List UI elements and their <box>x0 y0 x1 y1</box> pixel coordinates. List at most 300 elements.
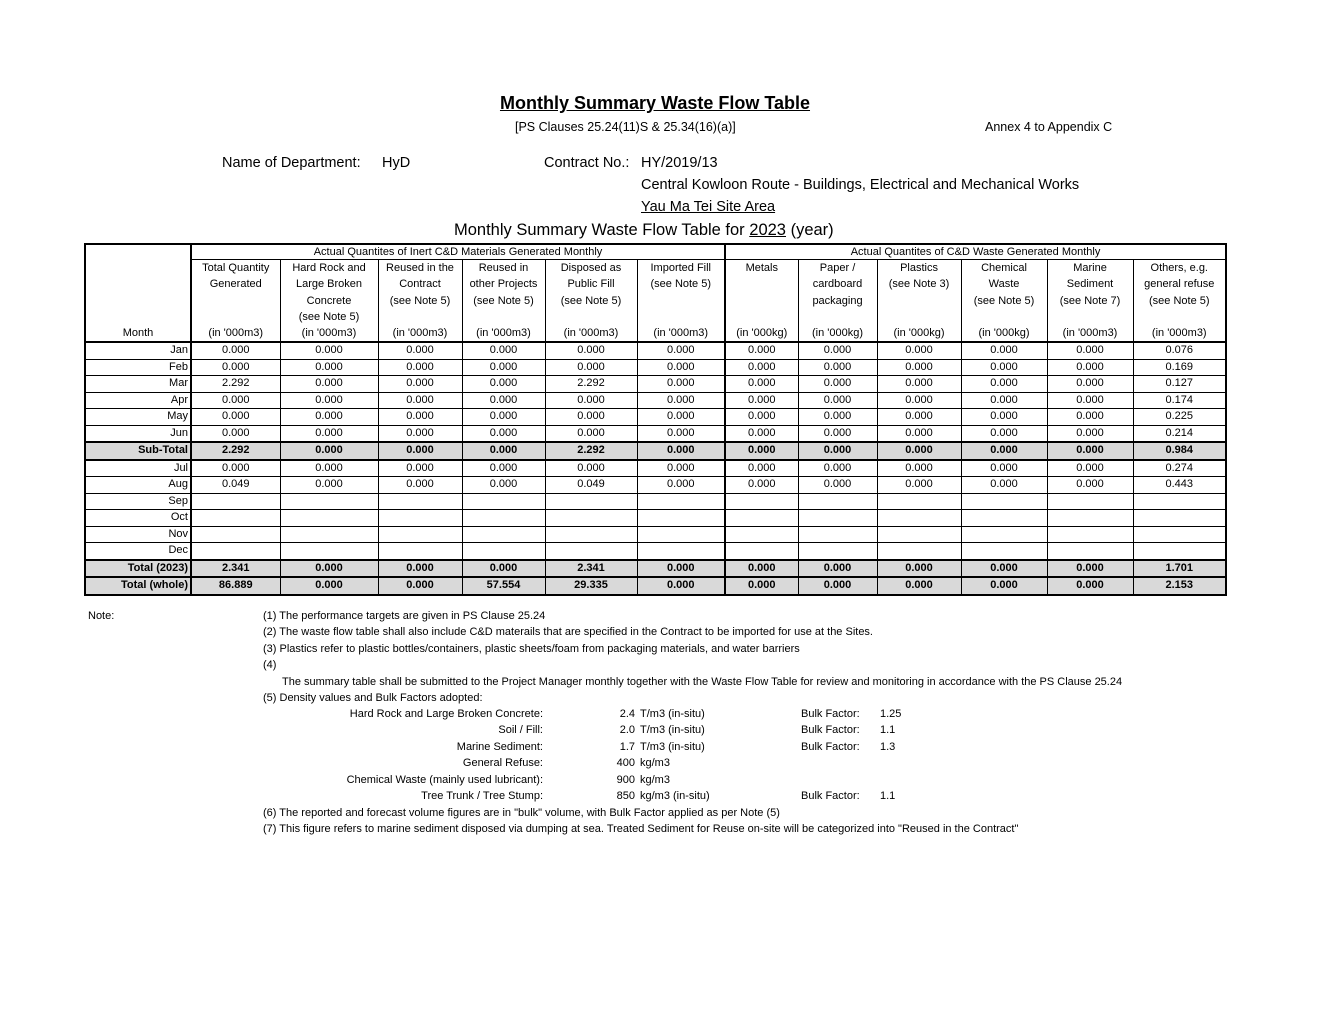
value-cell <box>545 493 637 510</box>
density-value: 900 <box>616 773 635 786</box>
value-cell: 0.000 <box>545 425 637 442</box>
value-cell <box>637 493 725 510</box>
value-cell: 0.000 <box>725 577 798 595</box>
value-cell: 2.292 <box>191 376 280 393</box>
value-cell: 0.000 <box>462 477 545 494</box>
value-cell: 0.000 <box>798 442 877 460</box>
value-cell: 0.000 <box>637 560 725 578</box>
value-cell: 0.000 <box>637 376 725 393</box>
value-cell: 0.000 <box>1047 376 1133 393</box>
column-header-line: Others, e.g. <box>1150 262 1208 274</box>
column-unit: (in '000m3) <box>545 326 637 342</box>
value-cell: 0.000 <box>725 477 798 494</box>
value-cell: 0.000 <box>378 359 462 376</box>
value-cell: 0.000 <box>961 409 1047 426</box>
note-4: (4) <box>263 659 277 671</box>
value-cell: 86.889 <box>191 577 280 595</box>
value-cell <box>378 510 462 527</box>
density-label: Hard Rock and Large Broken Concrete: <box>349 708 543 720</box>
value-cell: 0.000 <box>798 376 877 393</box>
density-label: Chemical Waste (mainly used lubricant): <box>346 773 543 786</box>
column-header-line: Plastics <box>900 262 938 274</box>
column-unit: (in '000m3) <box>191 326 280 342</box>
value-cell: 0.000 <box>961 577 1047 595</box>
value-cell: 0.127 <box>1133 376 1226 393</box>
note-3: (3) Plastics refer to plastic bottles/containers, plastic sheets/foam from packaging materials, and water barriers <box>263 643 800 655</box>
value-cell: 0.000 <box>462 460 545 477</box>
table-row <box>85 460 1226 477</box>
value-cell <box>877 543 961 560</box>
group-header-inert: Actual Quantites of Inert C&D Materials Generated Monthly <box>191 244 725 260</box>
value-cell <box>961 510 1047 527</box>
value-cell <box>1047 526 1133 543</box>
value-cell: 0.000 <box>961 392 1047 409</box>
value-cell: 0.000 <box>378 425 462 442</box>
value-cell <box>191 493 280 510</box>
column-header-line: cardboard <box>812 278 863 291</box>
value-cell: 0.000 <box>798 409 877 426</box>
column-header-line: (see Note 5) <box>298 311 360 324</box>
value-cell: 0.000 <box>280 392 378 409</box>
value-cell: 0.000 <box>1047 577 1133 595</box>
value-cell: 0.000 <box>280 359 378 376</box>
value-cell: 0.000 <box>280 376 378 393</box>
column-header-line: Chemical <box>981 262 1027 274</box>
value-cell: 0.000 <box>191 425 280 442</box>
value-cell: 0.000 <box>462 359 545 376</box>
value-cell: 0.000 <box>637 359 725 376</box>
column-header <box>462 260 545 327</box>
value-cell: 0.000 <box>545 342 637 359</box>
density-unit: kg/m3 <box>640 773 670 786</box>
value-cell <box>877 493 961 510</box>
value-cell <box>462 526 545 543</box>
value-cell: 0.000 <box>961 342 1047 359</box>
value-cell <box>1047 543 1133 560</box>
density-unit: T/m3 (in-situ) <box>640 708 705 720</box>
value-cell: 0.225 <box>1133 409 1226 426</box>
note-4-text: The summary table shall be submitted to the Project Manager monthly together with the Waste Flow Table for review and monitoring in accordance with the PS Clause 25.24 <box>282 676 1123 688</box>
value-cell <box>1133 526 1226 543</box>
value-cell: 0.000 <box>280 342 378 359</box>
table-title-prefix: Monthly Summary Waste Flow Table for <box>454 221 745 239</box>
value-cell <box>877 526 961 543</box>
value-cell: 0.000 <box>191 392 280 409</box>
column-header-line: (see Note 7) <box>1059 294 1121 307</box>
month-cell: Oct <box>85 510 191 527</box>
contract-label: Contract No.: <box>544 155 630 171</box>
note-6: (6) The reported and forecast volume figures are in "bulk" volume, with Bulk Factor applied as per Note (5) <box>263 807 780 819</box>
bulk-factor-value: 1.25 <box>880 708 902 720</box>
density-value: 2.0 <box>619 724 635 737</box>
density-value: 2.4 <box>619 708 635 720</box>
value-cell <box>191 526 280 543</box>
column-header-line: Reused in the <box>386 262 454 274</box>
document-title: Monthly Summary Waste Flow Table <box>499 93 811 113</box>
value-cell: 0.000 <box>877 392 961 409</box>
bulk-factor-label: Bulk Factor: <box>801 708 860 720</box>
month-cell: Mar <box>85 376 191 393</box>
note-5: (5) Density values and Bulk Factors adopted: <box>263 692 483 704</box>
value-cell <box>961 543 1047 560</box>
column-header-line: general refuse <box>1144 278 1215 291</box>
value-cell: 0.000 <box>725 359 798 376</box>
column-header-line: Marine <box>1073 262 1107 274</box>
value-cell: 0.000 <box>798 577 877 595</box>
value-cell: 0.174 <box>1133 392 1226 409</box>
density-unit: kg/m3 <box>640 757 670 770</box>
column-unit: (in '000m3) <box>462 326 545 342</box>
value-cell: 0.000 <box>1047 425 1133 442</box>
value-cell: 0.000 <box>1047 342 1133 359</box>
value-cell: 0.000 <box>798 392 877 409</box>
value-cell <box>462 493 545 510</box>
column-header-line: Disposed as <box>560 262 622 274</box>
value-cell: 0.000 <box>798 342 877 359</box>
value-cell: 0.000 <box>462 376 545 393</box>
month-cell: Sub-Total <box>85 442 191 460</box>
column-header-line: Generated <box>209 278 262 291</box>
bulk-factor-value: 1.1 <box>880 790 896 802</box>
value-cell <box>725 493 798 510</box>
value-cell: 0.049 <box>545 477 637 494</box>
column-header <box>961 260 1047 327</box>
value-cell: 0.000 <box>798 477 877 494</box>
value-cell: 0.000 <box>637 442 725 460</box>
column-header-line: (see Note 5) <box>650 278 712 291</box>
value-cell: 0.000 <box>877 376 961 393</box>
value-cell: 57.554 <box>462 577 545 595</box>
value-cell <box>280 493 378 510</box>
value-cell: 0.000 <box>280 425 378 442</box>
month-cell: Sep <box>85 493 191 510</box>
value-cell: 0.000 <box>191 409 280 426</box>
value-cell: 0.000 <box>280 409 378 426</box>
column-header-line: (see Note 5) <box>973 294 1035 307</box>
month-cell: Apr <box>85 392 191 409</box>
value-cell <box>1133 543 1226 560</box>
value-cell: 2.153 <box>1133 577 1226 595</box>
table-row <box>85 560 1226 578</box>
value-cell: 0.000 <box>280 460 378 477</box>
bulk-factor-label: Bulk Factor: <box>801 724 860 737</box>
value-cell: 0.000 <box>462 442 545 460</box>
value-cell: 0.000 <box>725 442 798 460</box>
density-label: Marine Sediment: <box>456 740 543 753</box>
value-cell: 0.000 <box>877 560 961 578</box>
value-cell: 0.000 <box>961 460 1047 477</box>
column-header-line: Contract <box>399 278 441 291</box>
column-header-line: Total Quantity <box>202 262 270 274</box>
value-cell: 0.000 <box>378 460 462 477</box>
value-cell <box>725 526 798 543</box>
value-cell: 0.214 <box>1133 425 1226 442</box>
column-unit: (in '000kg) <box>961 326 1047 342</box>
column-header-line: Sediment <box>1066 278 1114 291</box>
value-cell <box>545 510 637 527</box>
month-cell: May <box>85 409 191 426</box>
value-cell: 0.000 <box>462 425 545 442</box>
value-cell: 0.000 <box>378 376 462 393</box>
month-header: Month <box>85 326 191 342</box>
value-cell: 2.292 <box>545 376 637 393</box>
contract-title: Central Kowloon Route - Buildings, Electrical and Mechanical Works <box>641 177 1080 193</box>
value-cell: 0.000 <box>1047 560 1133 578</box>
value-cell: 0.169 <box>1133 359 1226 376</box>
value-cell <box>378 526 462 543</box>
value-cell: 0.000 <box>961 477 1047 494</box>
table-row <box>85 526 1226 543</box>
column-header <box>1133 260 1226 327</box>
table-row <box>85 543 1226 560</box>
value-cell: 0.000 <box>877 460 961 477</box>
group-header-waste: Actual Quantites of C&D Waste Generated Monthly <box>725 244 1226 260</box>
value-cell <box>1133 510 1226 527</box>
value-cell: 0.000 <box>725 392 798 409</box>
value-cell: 0.000 <box>637 342 725 359</box>
value-cell: 0.000 <box>877 342 961 359</box>
density-value: 850 <box>616 790 635 802</box>
value-cell: 0.000 <box>1047 409 1133 426</box>
column-unit: (in '000kg) <box>877 326 961 342</box>
value-cell: 0.000 <box>877 359 961 376</box>
value-cell: 0.000 <box>961 560 1047 578</box>
value-cell: 0.984 <box>1133 442 1226 460</box>
column-header-line: Concrete <box>306 294 352 307</box>
value-cell <box>191 543 280 560</box>
column-header <box>545 260 637 327</box>
bulk-factor-label: Bulk Factor: <box>801 790 860 802</box>
value-cell: 0.000 <box>725 560 798 578</box>
density-unit: T/m3 (in-situ) <box>640 724 705 737</box>
value-cell: 2.292 <box>545 442 637 460</box>
table-row <box>85 577 1226 595</box>
month-header-blank <box>85 260 191 327</box>
column-unit: (in '000kg) <box>725 326 798 342</box>
column-header <box>191 260 280 327</box>
table-row <box>85 510 1226 527</box>
table-row <box>85 392 1226 409</box>
value-cell: 0.000 <box>191 359 280 376</box>
table-row <box>85 477 1226 494</box>
value-cell: 0.000 <box>877 442 961 460</box>
column-header-line: Reused in <box>478 262 529 274</box>
value-cell: 0.000 <box>545 392 637 409</box>
value-cell: 0.000 <box>877 409 961 426</box>
value-cell <box>280 510 378 527</box>
month-cell: Total (whole) <box>85 577 191 595</box>
column-header-line: Waste <box>988 278 1020 291</box>
value-cell: 1.701 <box>1133 560 1226 578</box>
value-cell: 0.000 <box>637 425 725 442</box>
value-cell: 0.000 <box>378 577 462 595</box>
value-cell <box>1047 493 1133 510</box>
value-cell <box>462 510 545 527</box>
bulk-factor-value: 1.3 <box>880 740 896 753</box>
column-header-line: Hard Rock and <box>292 262 366 274</box>
column-header <box>378 260 462 327</box>
value-cell: 0.000 <box>637 577 725 595</box>
value-cell: 2.341 <box>191 560 280 578</box>
value-cell: 0.000 <box>191 460 280 477</box>
value-cell: 0.000 <box>637 392 725 409</box>
column-header <box>280 260 378 327</box>
value-cell: 0.000 <box>545 409 637 426</box>
column-header <box>798 260 877 327</box>
column-header <box>725 260 798 327</box>
value-cell: 29.335 <box>545 577 637 595</box>
column-header-line: Large Broken <box>295 278 363 291</box>
column-unit: (in '000m3) <box>637 326 725 342</box>
column-header <box>637 260 725 327</box>
table-row <box>85 409 1226 426</box>
value-cell: 0.000 <box>280 577 378 595</box>
column-header-line: packaging <box>812 294 863 307</box>
column-unit: (in '000m3) <box>1133 326 1226 342</box>
value-cell <box>877 510 961 527</box>
column-header <box>877 260 961 327</box>
value-cell <box>545 526 637 543</box>
column-header-line: Paper / <box>819 262 856 274</box>
value-cell <box>378 543 462 560</box>
value-cell: 0.000 <box>725 460 798 477</box>
table-row <box>85 493 1226 510</box>
column-unit: (in '000m3) <box>1047 326 1133 342</box>
value-cell: 0.000 <box>798 425 877 442</box>
value-cell: 0.000 <box>462 392 545 409</box>
month-cell: Jun <box>85 425 191 442</box>
column-header-line: (see Note 5) <box>473 294 534 307</box>
value-cell <box>725 510 798 527</box>
table-row <box>85 442 1226 460</box>
column-header-line: Imported Fill <box>650 262 712 274</box>
value-cell: 0.000 <box>637 460 725 477</box>
month-cell: Aug <box>85 477 191 494</box>
value-cell: 0.000 <box>191 342 280 359</box>
value-cell <box>798 543 877 560</box>
column-unit: (in '000m3) <box>280 326 378 342</box>
value-cell <box>378 493 462 510</box>
value-cell: 0.000 <box>378 392 462 409</box>
value-cell: 0.000 <box>462 560 545 578</box>
value-cell: 0.000 <box>462 342 545 359</box>
value-cell: 0.000 <box>961 376 1047 393</box>
value-cell: 0.000 <box>725 376 798 393</box>
value-cell: 0.000 <box>877 425 961 442</box>
value-cell: 0.000 <box>378 409 462 426</box>
month-cell: Feb <box>85 359 191 376</box>
value-cell <box>462 543 545 560</box>
bulk-factor-label: Bulk Factor: <box>801 740 860 753</box>
value-cell: 0.000 <box>378 477 462 494</box>
column-header-line: (see Note 5) <box>389 294 451 307</box>
ps-clauses: [PS Clauses 25.24(11)S & 25.34(16)(a)] <box>515 120 736 134</box>
table-year: 2023 <box>749 221 786 239</box>
value-cell <box>961 526 1047 543</box>
note-1: (1) The performance targets are given in PS Clause 25.24 <box>263 610 546 622</box>
value-cell: 0.000 <box>1047 359 1133 376</box>
value-cell: 0.000 <box>280 560 378 578</box>
density-unit: T/m3 (in-situ) <box>640 740 705 753</box>
value-cell: 0.000 <box>378 442 462 460</box>
value-cell: 0.000 <box>961 442 1047 460</box>
month-cell: Total (2023) <box>85 560 191 578</box>
value-cell <box>637 543 725 560</box>
department-value: HyD <box>382 155 411 171</box>
value-cell: 2.341 <box>545 560 637 578</box>
month-cell: Dec <box>85 543 191 560</box>
value-cell: 0.000 <box>637 477 725 494</box>
contract-number: HY/2019/13 <box>641 155 718 171</box>
value-cell <box>798 526 877 543</box>
density-label: Tree Trunk / Tree Stump: <box>421 790 543 802</box>
value-cell: 0.000 <box>545 460 637 477</box>
value-cell <box>798 510 877 527</box>
value-cell: 0.000 <box>1047 477 1133 494</box>
annex-reference: Annex 4 to Appendix C <box>985 120 1113 134</box>
value-cell <box>798 493 877 510</box>
table-row <box>85 376 1226 393</box>
value-cell: 0.000 <box>1047 460 1133 477</box>
site-area: Yau Ma Tei Site Area <box>641 199 776 215</box>
month-header-blank <box>85 244 191 260</box>
value-cell: 0.076 <box>1133 342 1226 359</box>
value-cell: 0.049 <box>191 477 280 494</box>
value-cell: 0.000 <box>637 409 725 426</box>
column-header-line: other Projects <box>469 278 538 291</box>
density-value: 1.7 <box>619 740 635 753</box>
value-cell: 0.000 <box>378 560 462 578</box>
department-label: Name of Department: <box>222 155 361 171</box>
value-cell: 0.000 <box>280 442 378 460</box>
table-row <box>85 342 1226 359</box>
density-label: General Refuse: <box>462 757 543 770</box>
column-header-line: (see Note 5) <box>560 294 622 307</box>
month-cell: Nov <box>85 526 191 543</box>
value-cell: 0.000 <box>961 425 1047 442</box>
value-cell <box>961 493 1047 510</box>
value-cell: 0.000 <box>280 477 378 494</box>
value-cell: 0.274 <box>1133 460 1226 477</box>
value-cell: 0.000 <box>378 342 462 359</box>
column-header-line: Metals <box>745 262 778 274</box>
note-label: Note: <box>88 610 115 622</box>
column-header-line: Public Fill <box>567 278 615 291</box>
value-cell <box>545 543 637 560</box>
value-cell <box>1133 493 1226 510</box>
value-cell: 0.000 <box>798 560 877 578</box>
column-header-line: (see Note 5) <box>1149 294 1210 307</box>
value-cell <box>637 526 725 543</box>
value-cell <box>280 526 378 543</box>
value-cell: 0.000 <box>462 409 545 426</box>
value-cell <box>191 510 280 527</box>
table-row <box>85 359 1226 376</box>
note-2: (2) The waste flow table shall also include C&D materails that are specified in the Contract to be imported for use at the Sites. <box>263 626 873 638</box>
column-header-line: (see Note 3) <box>888 278 950 291</box>
value-cell: 0.000 <box>877 577 961 595</box>
value-cell <box>637 510 725 527</box>
density-value: 400 <box>616 757 635 770</box>
value-cell: 0.000 <box>1047 442 1133 460</box>
table-row <box>85 425 1226 442</box>
bulk-factor-value: 1.1 <box>880 724 896 737</box>
note-7: (7) This figure refers to marine sediment disposed via dumping at sea. Treated Sediment for Reuse on-site will be categorized into "Reused in the Contract" <box>263 823 1019 835</box>
value-cell: 0.000 <box>725 342 798 359</box>
column-unit: (in '000m3) <box>378 326 462 342</box>
value-cell: 0.000 <box>798 460 877 477</box>
month-cell: Jan <box>85 342 191 359</box>
